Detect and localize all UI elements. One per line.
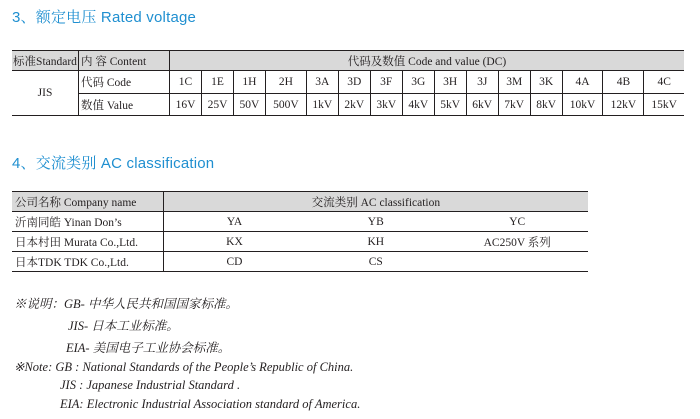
value-cell: 7kV bbox=[498, 94, 530, 116]
class-cell: KH bbox=[305, 232, 446, 252]
table-row bbox=[12, 232, 588, 252]
value-cell: 10kV bbox=[562, 94, 603, 116]
company-cell: 日本TDK TDK Co.,Ltd. bbox=[12, 252, 163, 272]
value-cell: 15kV bbox=[644, 94, 684, 116]
class-cell: YA bbox=[163, 212, 305, 232]
class-cell: CS bbox=[305, 252, 446, 272]
table-row bbox=[12, 252, 588, 272]
class-cell: AC250V 系列 bbox=[446, 232, 588, 252]
value-cell: 2kV bbox=[338, 94, 370, 116]
value-cell: 1kV bbox=[306, 94, 338, 116]
value-cell: 6kV bbox=[466, 94, 498, 116]
code-cell: 3D bbox=[338, 71, 370, 94]
code-cell: 3F bbox=[370, 71, 402, 94]
note-en-eia: EIA: Electronic Industrial Association standard of America. bbox=[60, 397, 361, 411]
value-cell: 8kV bbox=[530, 94, 562, 116]
note-en-jis: JIS : Japanese Industrial Standard . bbox=[60, 378, 241, 392]
rated-voltage-heading: 3、额定电压 Rated voltage bbox=[12, 9, 197, 26]
ac-classification-table bbox=[12, 191, 588, 272]
code-value-header: 代码及数值 Code and value (DC) bbox=[170, 51, 685, 71]
note-cn-jis: JIS- 日本工业标准。 bbox=[68, 319, 179, 333]
standard-cell: JIS bbox=[12, 71, 79, 116]
code-cell: 3G bbox=[402, 71, 434, 94]
ac-classification-heading: 4、交流类别 AC classification bbox=[12, 155, 215, 172]
code-cell: 1H bbox=[233, 71, 265, 94]
code-row bbox=[12, 71, 684, 94]
content-header: 内 容 Content bbox=[79, 51, 170, 71]
table-header-row bbox=[12, 51, 684, 71]
value-cell: 500V bbox=[265, 94, 306, 116]
code-cell: 3A bbox=[306, 71, 338, 94]
company-cell: 日本村田 Murata Co.,Ltd. bbox=[12, 232, 163, 252]
class-cell bbox=[446, 252, 588, 272]
note-cn-gb: ※说明：GB- 中华人民共和国国家标准。 bbox=[14, 297, 238, 311]
note-en-gb: ※Note: GB : National Standards of the People’s Republic of China. bbox=[14, 360, 354, 374]
standard-header: 标准Standard bbox=[12, 51, 79, 71]
code-label: 代码 Code bbox=[79, 71, 170, 94]
value-cell: 4kV bbox=[402, 94, 434, 116]
code-cell: 1C bbox=[170, 71, 202, 94]
code-cell: 3J bbox=[466, 71, 498, 94]
value-cell: 5kV bbox=[434, 94, 466, 116]
code-cell: 2H bbox=[265, 71, 306, 94]
value-cell: 16V bbox=[170, 94, 202, 116]
class-cell: YC bbox=[446, 212, 588, 232]
company-cell: 沂南同皓 Yinan Don’s bbox=[12, 212, 163, 232]
classification-header: 交流类别 AC classification bbox=[163, 192, 588, 212]
value-cell: 50V bbox=[233, 94, 265, 116]
code-cell: 1E bbox=[201, 71, 233, 94]
class-cell: YB bbox=[305, 212, 446, 232]
company-header: 公司名称 Company name bbox=[12, 192, 163, 212]
class-cell: CD bbox=[163, 252, 305, 272]
value-cell: 25V bbox=[201, 94, 233, 116]
value-row bbox=[12, 94, 684, 116]
class-cell: KX bbox=[163, 232, 305, 252]
note-cn-eia: EIA- 美国电子工业协会标准。 bbox=[66, 341, 231, 355]
code-cell: 4C bbox=[644, 71, 684, 94]
value-cell: 12kV bbox=[603, 94, 644, 116]
code-cell: 3H bbox=[434, 71, 466, 94]
code-cell: 4A bbox=[562, 71, 603, 94]
table-header-row bbox=[12, 192, 588, 212]
rated-voltage-table bbox=[12, 50, 684, 116]
code-cell: 4B bbox=[603, 71, 644, 94]
value-cell: 3kV bbox=[370, 94, 402, 116]
code-cell: 3M bbox=[498, 71, 530, 94]
value-label: 数值 Value bbox=[79, 94, 170, 116]
table-row bbox=[12, 212, 588, 232]
code-cell: 3K bbox=[530, 71, 562, 94]
